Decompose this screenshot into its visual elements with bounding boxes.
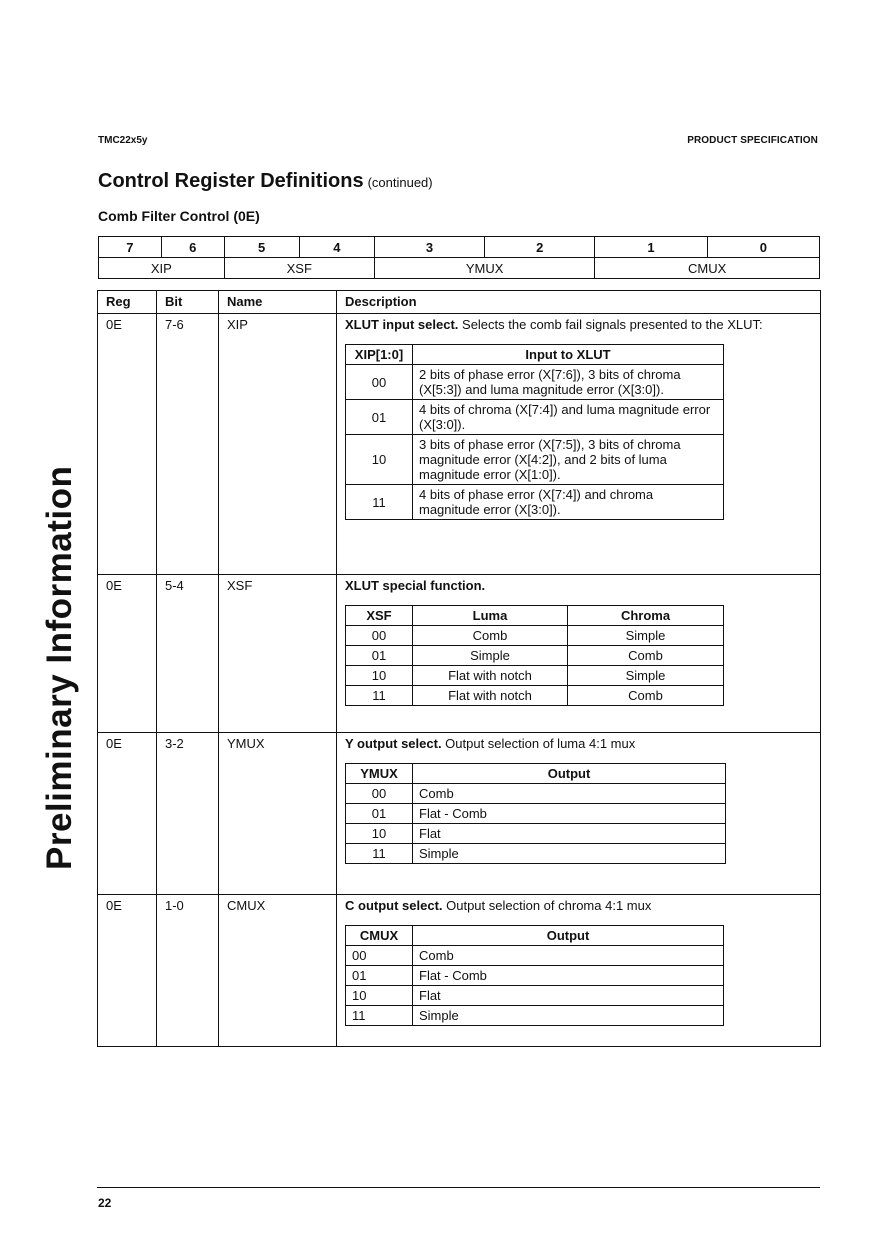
description-cell [337,314,821,575]
desc-title: XLUT input select. [345,317,459,332]
inner-row [346,784,726,804]
inner-header-row [346,606,724,626]
inner-header: XIP[1:0] [346,345,413,365]
inner-value: 3 bits of phase error (X[7:5]), 3 bits of chroma magnitude error (X[4:2]), and 2 bits of luma magnitude error (X[1:0]). [413,435,724,485]
bit-cell: 4 [299,237,374,258]
desc-title: Y output select. [345,736,442,751]
inner-code: 01 [346,400,413,435]
table-row [98,895,821,1047]
inner-code: 10 [346,666,413,686]
inner-value: 4 bits of chroma (X[7:4]) and luma magnitude error (X[3:0]). [413,400,724,435]
inner-row [346,844,726,864]
inner-row [346,626,724,646]
xsf-inner-table [345,605,724,706]
header-name: Name [219,291,337,314]
inner-header: Chroma [568,606,724,626]
inner-code: 10 [346,435,413,485]
bit-number-row [99,237,820,258]
field-cell: CMUX [595,258,820,279]
field-cell: XSF [224,258,374,279]
inner-value: 2 bits of phase error (X[7:6]), 3 bits of chroma (X[5:3]) and luma magnitude error (X[3:0]). [413,365,724,400]
inner-luma: Comb [413,626,568,646]
inner-header: Output [413,926,724,946]
reg-cell: 0E [98,314,157,575]
desc-text: Output selection of chroma 4:1 mux [442,898,652,913]
bit-cell: 5 [224,237,299,258]
description-cell [337,895,821,1047]
doc-part-number: TMC22x5y [98,135,148,146]
bit-cell: 1 [595,237,707,258]
inner-value: Simple [413,1006,724,1026]
field-cell: XIP [99,258,225,279]
inner-header: YMUX [346,764,413,784]
inner-value: Simple [413,844,726,864]
bit-range-cell: 7-6 [157,314,219,575]
bit-cell: 6 [161,237,224,258]
inner-code: 00 [346,365,413,400]
inner-value: Flat [413,986,724,1006]
description-cell [337,575,821,733]
inner-chroma: Simple [568,626,724,646]
bit-cell: 3 [374,237,484,258]
inner-value: Comb [413,784,726,804]
inner-header: CMUX [346,926,413,946]
bit-range-cell: 3-2 [157,733,219,895]
inner-code: 10 [346,986,413,1006]
reg-cell: 0E [98,575,157,733]
bit-field-table [98,236,820,279]
section-title-main: Control Register Definitions [98,170,364,192]
inner-header: Output [413,764,726,784]
bit-field-row [99,258,820,279]
bit-range-cell: 1-0 [157,895,219,1047]
cmux-inner-table [345,925,724,1026]
page-number: 22 [98,1196,112,1210]
inner-code: 01 [346,646,413,666]
inner-code: 01 [346,966,413,986]
inner-row [346,485,724,520]
reg-cell: 0E [98,895,157,1047]
inner-chroma: Comb [568,646,724,666]
inner-code: 00 [346,626,413,646]
inner-code: 00 [346,784,413,804]
description-cell [337,733,821,895]
field-name-cell: XIP [219,314,337,575]
header-bit: Bit [157,291,219,314]
inner-row [346,966,724,986]
field-name-cell: YMUX [219,733,337,895]
inner-code: 11 [346,686,413,706]
field-cell: YMUX [374,258,594,279]
inner-value: Flat - Comb [413,804,726,824]
bit-cell: 2 [485,237,595,258]
ymux-inner-table [345,763,726,864]
inner-value: Flat - Comb [413,966,724,986]
inner-header-row [346,764,726,784]
inner-code: 11 [346,844,413,864]
section-title-suffix: (continued) [367,175,433,190]
inner-row [346,946,724,966]
bit-cell: 7 [99,237,162,258]
inner-row [346,365,724,400]
inner-chroma: Simple [568,666,724,686]
inner-value: 4 bits of phase error (X[7:4]) and chroma magnitude error (X[3:0]). [413,485,724,520]
sidebar-text: Preliminary Information [40,465,79,870]
desc-text: Output selection of luma 4:1 mux [441,736,636,751]
inner-code: 01 [346,804,413,824]
inner-code: 11 [346,1006,413,1026]
inner-header: XSF [346,606,413,626]
bit-range-cell: 5-4 [157,575,219,733]
table-header-row [98,291,821,314]
inner-header-row [346,345,724,365]
register-definition-table [97,290,821,1047]
bit-cell: 0 [707,237,819,258]
inner-luma: Flat with notch [413,666,568,686]
table-row [98,733,821,895]
inner-row [346,986,724,1006]
table-row [98,575,821,733]
register-subtitle: Comb Filter Control (0E) [98,208,260,224]
footer-divider [97,1187,820,1188]
inner-header: Luma [413,606,568,626]
table-row [98,314,821,575]
inner-row [346,824,726,844]
inner-code: 11 [346,485,413,520]
header-description: Description [337,291,821,314]
inner-value: Comb [413,946,724,966]
doc-type-label: PRODUCT SPECIFICATION [687,135,818,146]
header-reg: Reg [98,291,157,314]
inner-value: Flat [413,824,726,844]
inner-row [346,666,724,686]
field-name-cell: CMUX [219,895,337,1047]
reg-cell: 0E [98,733,157,895]
section-title [98,170,433,193]
inner-code: 00 [346,946,413,966]
inner-header-row [346,926,724,946]
inner-code: 10 [346,824,413,844]
inner-row [346,804,726,824]
desc-text: Selects the comb fail signals presented to the XLUT: [458,317,763,332]
field-name-cell: XSF [219,575,337,733]
inner-row [346,646,724,666]
inner-row [346,1006,724,1026]
inner-chroma: Comb [568,686,724,706]
inner-row [346,400,724,435]
inner-luma: Flat with notch [413,686,568,706]
inner-luma: Simple [413,646,568,666]
inner-row [346,686,724,706]
inner-header: Input to XLUT [413,345,724,365]
desc-title: XLUT special function. [345,578,486,593]
xip-inner-table [345,344,724,520]
inner-row [346,435,724,485]
desc-title: C output select. [345,898,443,913]
